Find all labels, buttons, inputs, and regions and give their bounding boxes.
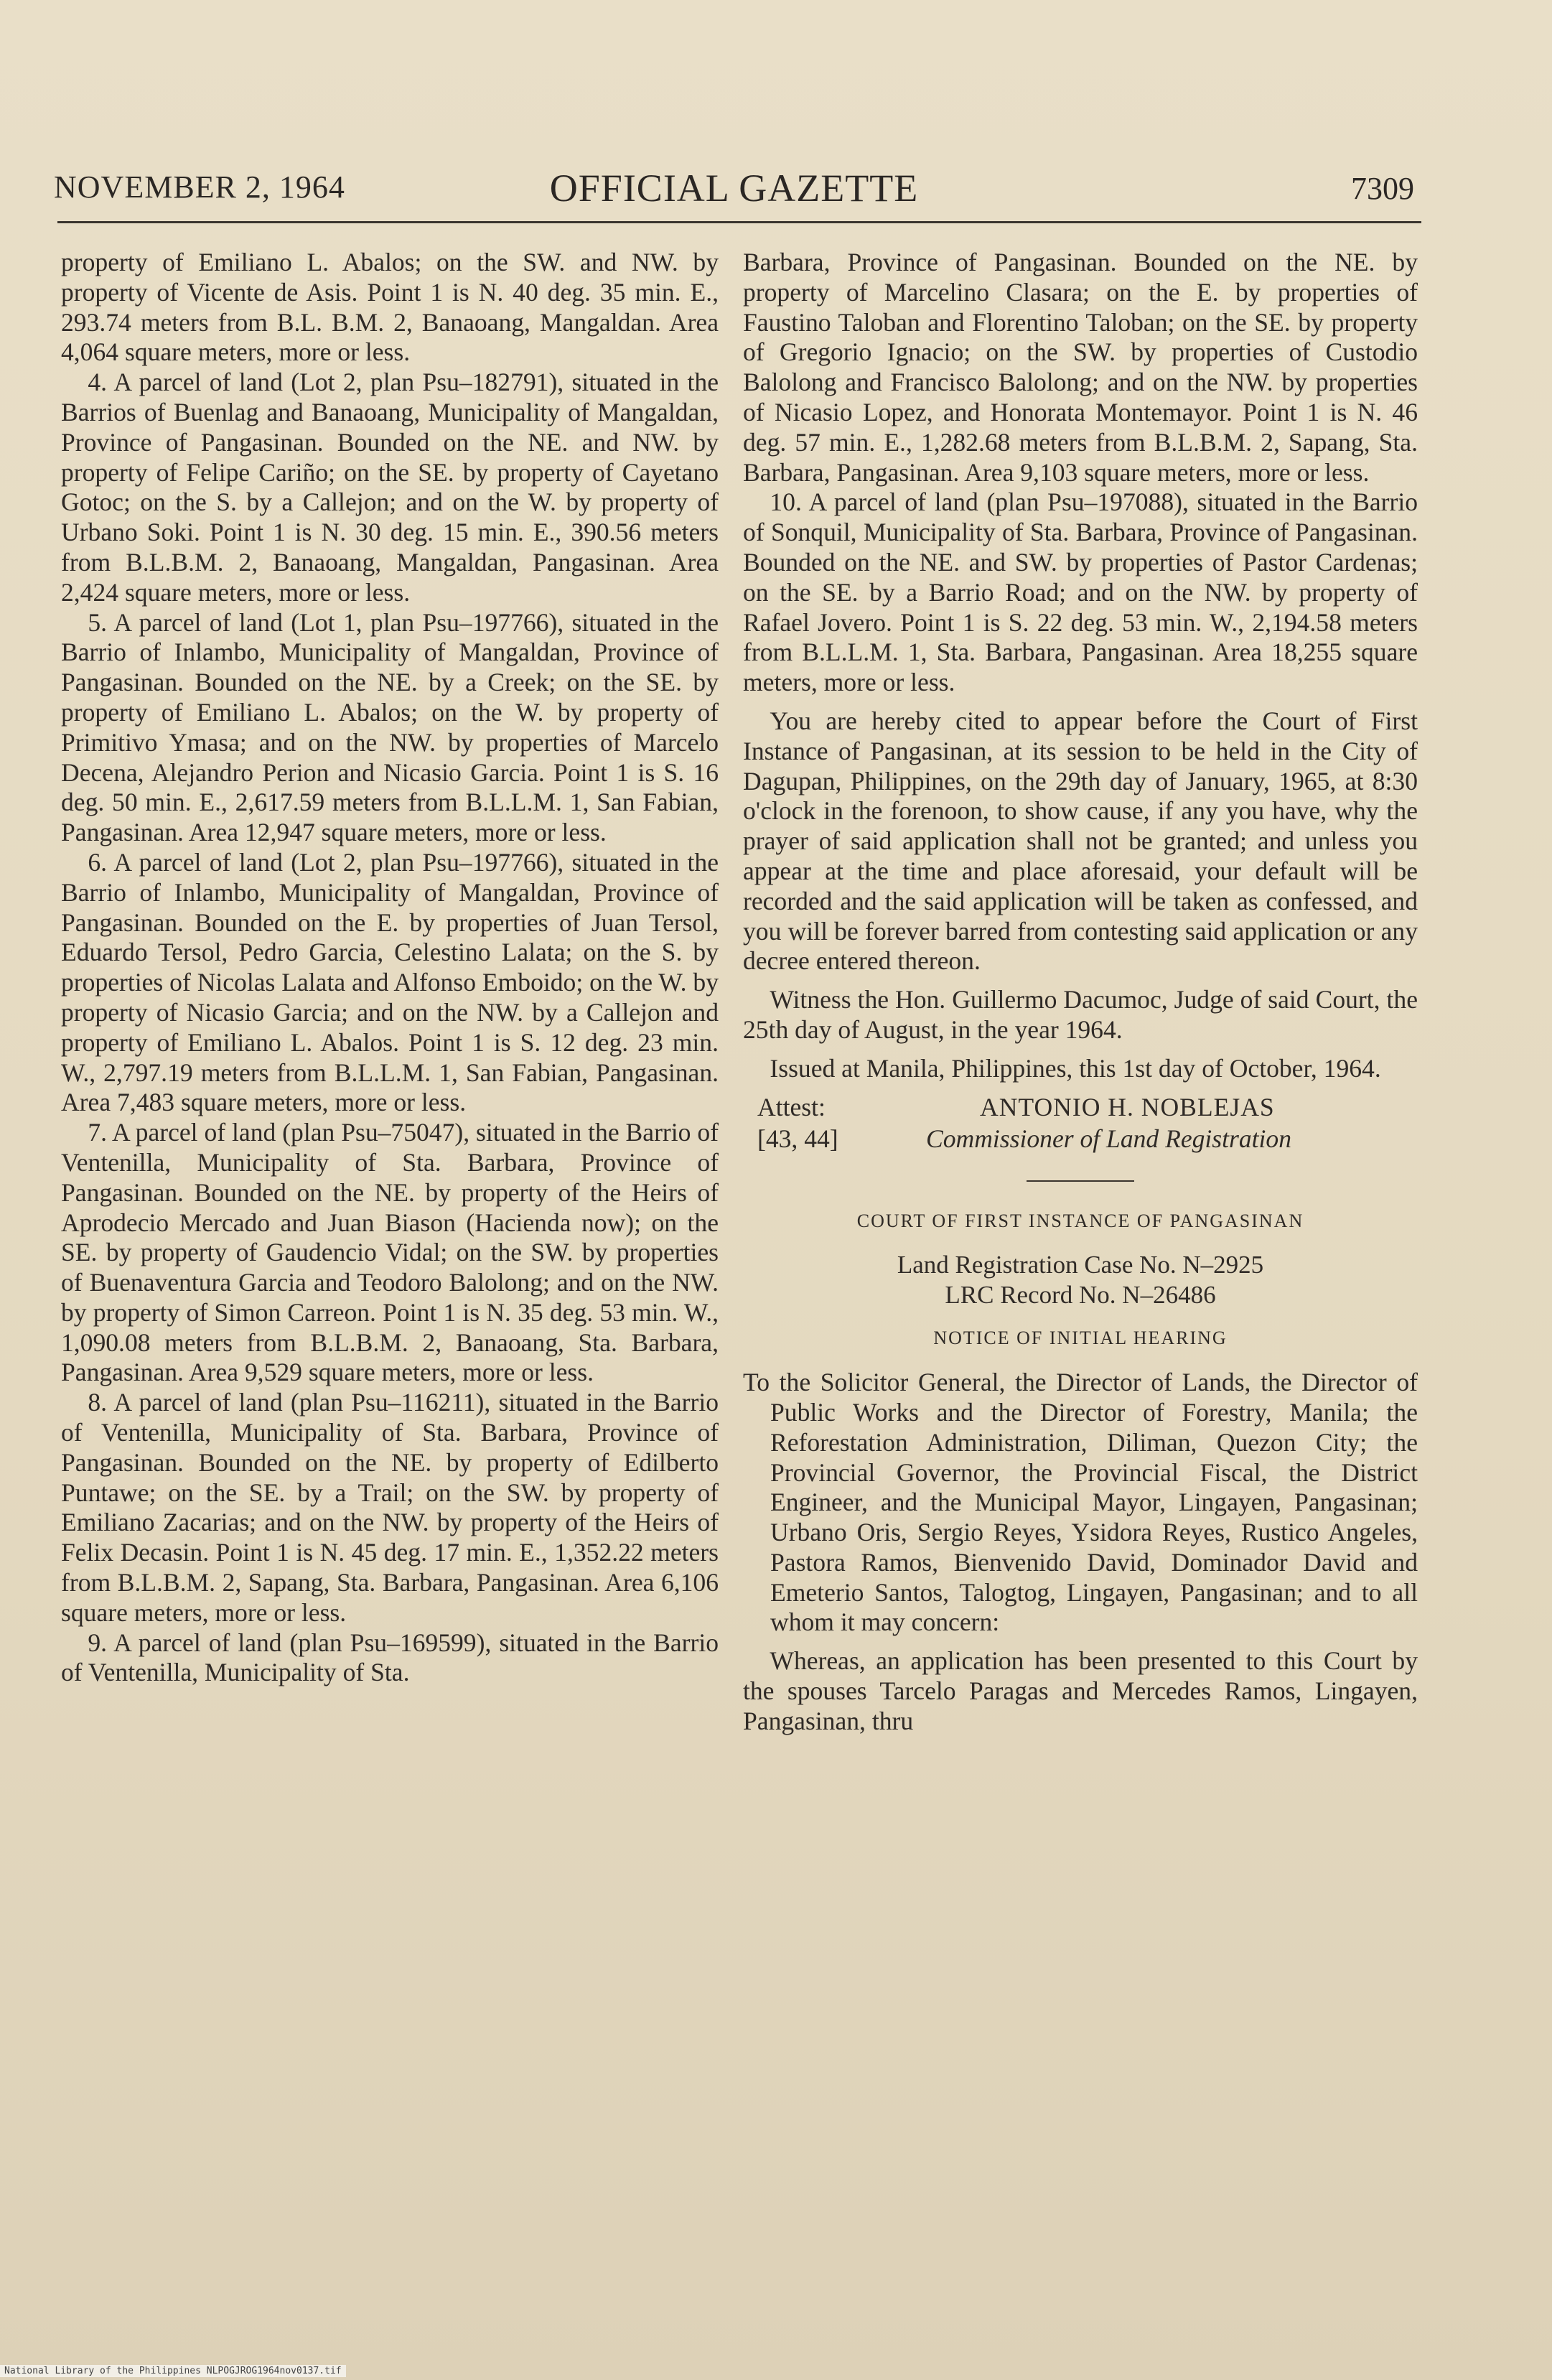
paragraph: Barbara, Province of Pangasinan. Bounded on the NE. by property of Marcelino Clasara; on the E. by properties of Faustino Taloban and Florentino Taloban; on the SE. by property of Gregorio Ignacio; on the SW. by properties of Custodio Balolong and Francisco Balolong; and on the NW. by properties of Nicasio Lopez, and Honorata Montemayor. Point 1 is N. 46 deg. 57 min. E., 1,282.68 meters from B.L.B.M. 2, Sapang, Sta. Barbara, Pangasinan. Area 9,103 square meters, more or less. [743,248,1418,487]
header-title: OFFICIAL GAZETTE [549,167,919,210]
attestation [743,1093,1418,1157]
court-heading: COURT OF FIRST INSTANCE OF PANGASINAN [856,1210,1304,1231]
paragraph: 4. A parcel of land (Lot 2, plan Psu–182791), situated in the Barrios of Buenlag and Banaoang, Municipality of Mangaldan, Province of Pangasinan. Bounded on the NE. and NW. by property of Felipe Cariño; on the SE. by property of Cayetano Gotoc; on the S. by a Callejon; and on the W. by property of Urbano Soki. Point 1 is N. 30 deg. 15 min. E., 390.56 meters from B.L.B.M. 2, Banaoang, Mangaldan, Pangasinan. Area 2,424 square meters, more or less. [61,368,719,607]
paragraph: Witness the Hon. Guillermo Dacumoc, Judge of said Court, the 25th day of August, in the year 1964. [743,985,1418,1044]
notice-heading: NOTICE OF INITIAL HEARING [933,1327,1228,1349]
case-number: Land Registration Case No. N–2925 [897,1251,1264,1279]
page-number: 7309 [1351,171,1414,206]
paragraph: To the Solicitor General, the Director of Lands, the Director of Public Works and the Director of Forestry, Manila; the Reforestation Administration, Diliman, Quezon City; the Provincial Governor, the Provincial Fiscal, the District Engineer, and the Municipal Mayor, Lingayen, Pangasinan; Urbano Oris, Sergio Reyes, Ysidora Reyes, Rustico Angeles, Pastora Ramos, Bienvenido David, Dominador David and Emeterio Santos, Talogtog, Lingayen, Pangasinan; and to all whom it may concern: [743,1368,1418,1637]
attest-name: ANTONIO H. NOBLEJAS [980,1092,1275,1121]
section-divider [1027,1180,1134,1182]
paragraph: property of Emiliano L. Abalos; on the SW. and NW. by property of Vicente de Asis. Point 1 is N. 40 deg. 35 min. E., 293.74 meters from B.L. B.M. 2, Banaoang, Mangaldan. Area 4,064 square meters, more or less. [61,248,719,367]
addressees [743,1368,1418,1638]
paragraph: You are hereby cited to appear before the Court of First Instance of Pangasinan, at its session to be held in the City of Dagupan, Philippines, on the 29th day of January, 1965, at 8:30 o'clock in the forenoon, to show cause, if any you have, why the prayer of said application shall not be granted; and unless you appear at the time and place aforesaid, your default will be recorded and the said application will be taken as confessed, and you will be forever barred from contesting said application or any decree entered thereon. [743,706,1418,976]
header-date: NOVEMBER 2, 1964 [54,169,345,205]
left-column [61,248,719,1688]
paragraph: 5. A parcel of land (Lot 1, plan Psu–197766), situated in the Barrio of Inlambo, Municipality of Mangaldan, Province of Pangasinan. Bounded on the NE. by a Creek; on the SE. by property of Emiliano L. Abalos; on the W. by property of Primitivo Ymasa; and on the NW. by properties of Marcelo Decena, Alejandro Perion and Nicasio Garcia. Point 1 is S. 16 deg. 50 min. E., 2,617.59 meters from B.L.L.M. 1, San Fabian, Pangasinan. Area 12,947 square meters, more or less. [61,607,719,847]
paragraph: 10. A parcel of land (plan Psu–197088), situated in the Barrio of Sonquil, Municipality of Sta. Barbara, Province of Pangasinan. Bounded on the NE. and SW. by properties of Pastor Cardenas; on the SE. by a Barrio Road; and on the NW. by property of Rafael Jovero. Point 1 is S. 22 deg. 53 min. W., 2,194.58 meters from B.L.L.M. 1, Sta. Barbara, Pangasinan. Area 18,255 square meters, more or less. [743,487,1418,697]
paragraph: Whereas, an application has been presented to this Court by the spouses Tarcelo Paragas and Mercedes Ramos, Lingayen, Pangasinan, thru [743,1646,1418,1735]
header-rule [57,221,1421,223]
paragraph: 8. A parcel of land (plan Psu–116211), situated in the Barrio of Ventenilla, Municipality of Sta. Barbara, Province of Pangasinan. Bounded on the NE. by property of Edilberto Puntawe; on the SE. by a Trail; on the SW. by property of Emiliano Zacarias; and on the NW. by property of the Heirs of Felix Decasin. Point 1 is N. 45 deg. 17 min. E., 1,352.22 meters from B.L.B.M. 2, Sapang, Sta. Barbara, Pangasinan. Area 6,106 square meters, more or less. [61,1388,719,1627]
paragraph: 9. A parcel of land (plan Psu–169599), situated in the Barrio of Ventenilla, Municipality of Sta. [61,1628,719,1687]
right-column [743,248,1418,1737]
scan-footer: National Library of the Philippines NLPOGJROG1964nov0137.tif [0,2365,346,2377]
paragraph: 6. A parcel of land (Lot 2, plan Psu–197766), situated in the Barrio of Inlambo, Municipality of Mangaldan, Province of Pangasinan. Bounded on the E. by properties of Juan Tersol, Eduardo Tersol, Pedro Garcia, Celestino Lalata; on the S. by properties of Nicolas Lalata and Alfonso Emboido; on the W. by property of Nicasio Garcia; and on the NW. by a Callejon and property of Emiliano L. Abalos. Point 1 is S. 12 deg. 23 min. W., 2,797.19 meters from B.L.L.M. 1, San Fabian, Pangasinan. Area 7,483 square meters, more or less. [61,847,719,1117]
attest-label: Attest: [757,1092,826,1121]
paragraph: 7. A parcel of land (plan Psu–75047), situated in the Barrio of Ventenilla, Municipality of Sta. Barbara, Province of Pangasinan. Bounded on the NE. by property of the Heirs of Aprodecio Mercado and Juan Biason (Hacienda now); on the SE. by property of Gaudencio Vidal; on the SW. by properties of Buenaventura Garcia and Teodoro Balolong; and on the NW. by property of Simon Carreon. Point 1 is N. 35 deg. 53 min. W., 1,090.08 meters from B.L.B.M. 2, Banaoang, Sta. Barbara, Pangasinan. Area 9,529 square meters, more or less. [61,1118,719,1387]
paragraph: Issued at Manila, Philippines, this 1st day of October, 1964. [770,1053,1381,1083]
attest-title: Commissioner of Land Registration [926,1124,1292,1153]
attest-reference: [43, 44] [757,1124,838,1153]
page-header [54,162,1414,212]
record-number: LRC Record No. N–26486 [945,1281,1216,1310]
